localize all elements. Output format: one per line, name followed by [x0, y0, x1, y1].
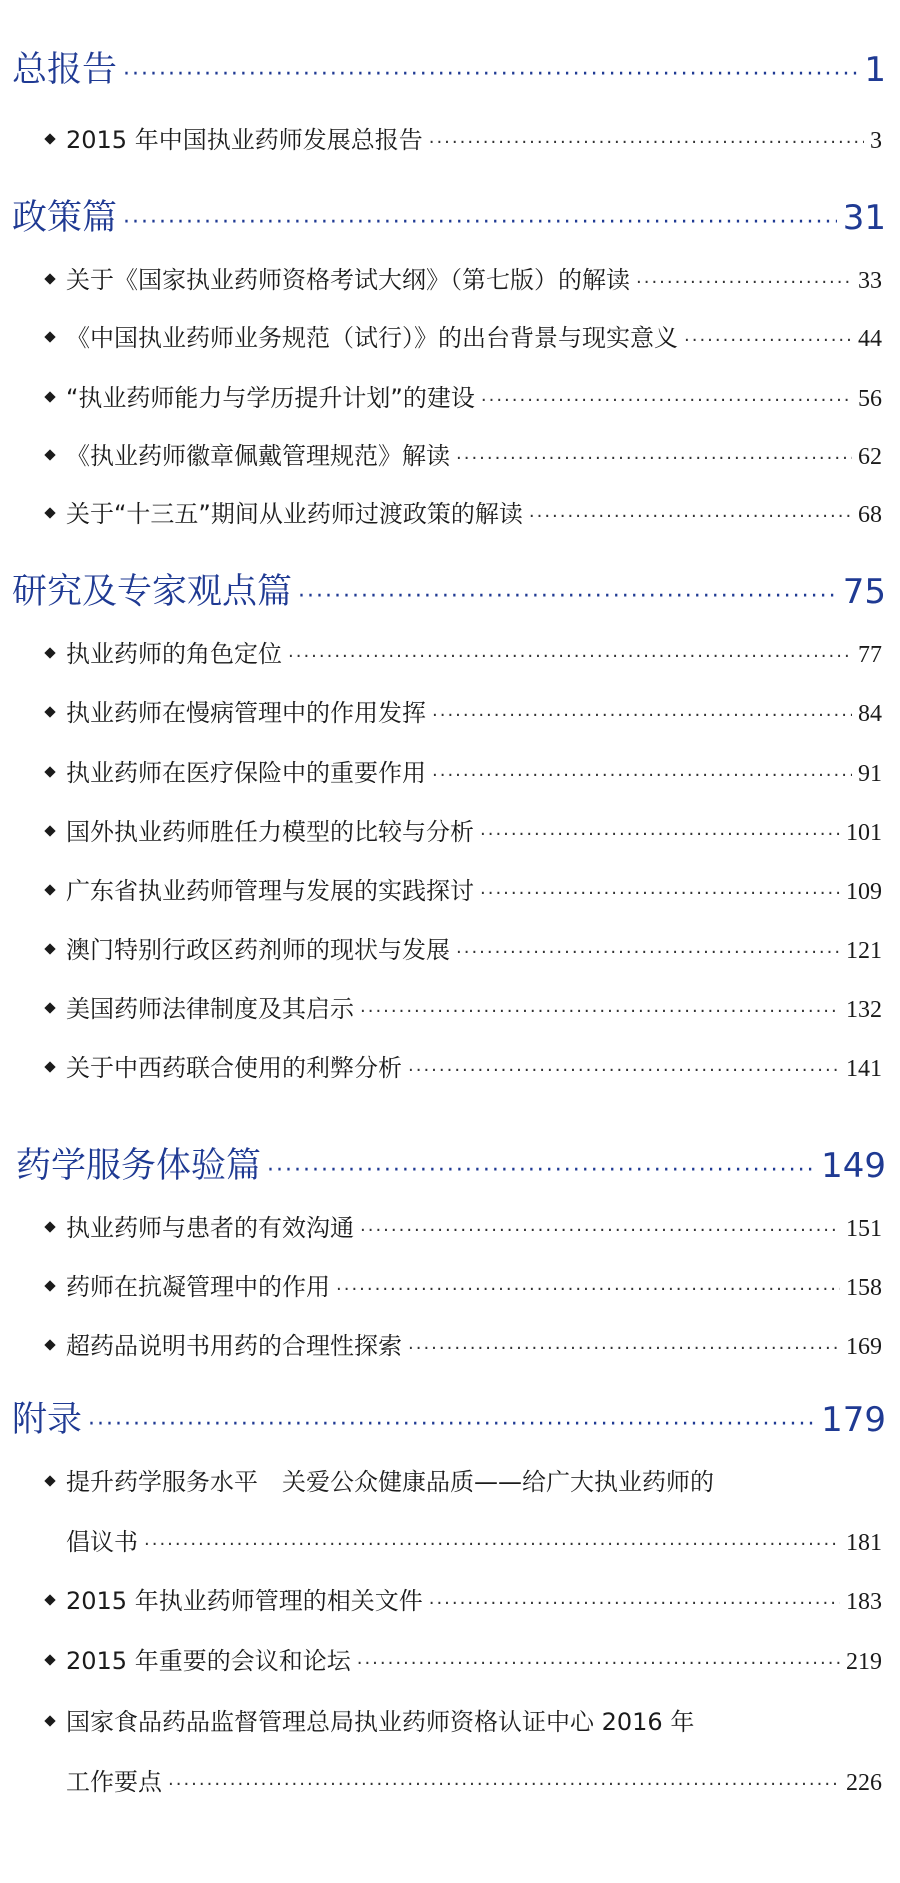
- diamond-bullet-icon: [44, 1715, 55, 1726]
- page-number: 169: [846, 1334, 882, 1360]
- leader-dots: [360, 1001, 840, 1022]
- leader-dots: [429, 1593, 840, 1614]
- toc-entry[interactable]: [46, 930, 882, 965]
- page-number: 141: [846, 1056, 882, 1082]
- diamond-bullet-icon: [44, 133, 55, 144]
- page-number: 33: [858, 268, 882, 294]
- toc-section-appendix[interactable]: [12, 1392, 886, 1442]
- leader-dots: [123, 210, 837, 235]
- leader-dots: [168, 1774, 840, 1795]
- diamond-bullet-icon: [44, 1280, 55, 1291]
- page-number: 181: [846, 1530, 882, 1556]
- leader-dots: [408, 1060, 840, 1081]
- page-number: 77: [858, 642, 882, 668]
- diamond-bullet-icon: [44, 1339, 55, 1350]
- toc-section-general-report[interactable]: [12, 42, 886, 92]
- leader-dots: [88, 1412, 815, 1437]
- entry-title: 2015 年中国执业药师发展总报告: [46, 120, 423, 155]
- page-number: 121: [846, 938, 882, 964]
- toc-entry-continuation[interactable]: [66, 1522, 882, 1557]
- entry-title: 药师在抗凝管理中的作用: [46, 1267, 330, 1302]
- toc-entry[interactable]: [46, 989, 882, 1024]
- toc-entry[interactable]: [46, 260, 882, 295]
- page-number: 44: [858, 326, 882, 352]
- toc-entry[interactable]: [46, 378, 882, 413]
- leader-dots: [123, 62, 858, 87]
- leader-dots: [529, 506, 852, 527]
- toc-entry[interactable]: [46, 1326, 882, 1361]
- diamond-bullet-icon: [44, 943, 55, 954]
- entry-title: 国家食品药品监督管理总局执业药师资格认证中心 2016 年: [66, 1708, 695, 1736]
- leader-dots: [480, 883, 840, 904]
- page-number: 91: [858, 761, 882, 787]
- leader-dots: [481, 390, 852, 411]
- entry-title: 美国药师法律制度及其启示: [46, 989, 354, 1024]
- page-number: 183: [846, 1589, 882, 1615]
- diamond-bullet-icon: [44, 449, 55, 460]
- leader-dots: [684, 330, 852, 351]
- diamond-bullet-icon: [44, 391, 55, 402]
- leader-dots: [288, 646, 852, 667]
- section-title: 附录: [12, 1400, 83, 1440]
- toc-entry[interactable]: [46, 1267, 882, 1302]
- diamond-bullet-icon: [44, 647, 55, 658]
- toc-entry[interactable]: [46, 693, 882, 728]
- entry-title: 关于《国家执业药师资格考试大纲》（第七版）的解读: [46, 260, 630, 295]
- toc-entry[interactable]: [46, 120, 882, 155]
- entry-title: 澳门特别行政区药剂师的现状与发展: [46, 930, 450, 965]
- diamond-bullet-icon: [44, 1221, 55, 1232]
- diamond-bullet-icon: [44, 1061, 55, 1072]
- page-number: 101: [846, 820, 882, 846]
- page-number: 149: [821, 1146, 886, 1186]
- toc-entry[interactable]: [46, 1048, 882, 1083]
- page-number: 219: [846, 1649, 882, 1675]
- page-number: 1: [864, 50, 886, 90]
- toc-entry[interactable]: [46, 1581, 882, 1616]
- leader-dots: [357, 1653, 840, 1674]
- leader-dots: [432, 705, 852, 726]
- toc-entry[interactable]: [46, 318, 882, 353]
- page-number: 226: [846, 1770, 882, 1796]
- leader-dots: [298, 584, 837, 609]
- page-number: 56: [858, 386, 882, 412]
- page-number: 75: [842, 572, 886, 612]
- entry-title: 关于中西药联合使用的利弊分析: [46, 1048, 402, 1083]
- entry-title: 执业药师的角色定位: [46, 634, 282, 669]
- toc-section-pharmacy-service[interactable]: [16, 1138, 886, 1188]
- entry-title: 2015 年重要的会议和论坛: [46, 1641, 351, 1676]
- diamond-bullet-icon: [44, 331, 55, 342]
- leader-dots: [432, 765, 852, 786]
- toc-entry-continuation[interactable]: [66, 1762, 882, 1797]
- toc-entry[interactable]: [46, 812, 882, 847]
- entry-title: “执业药师能力与学历提升计划”的建设: [46, 378, 475, 413]
- entry-title: 《中国执业药师业务规范（试行）》的出台背景与现实意义: [46, 318, 678, 353]
- entry-title: 工作要点: [66, 1768, 162, 1796]
- page-number: 84: [858, 701, 882, 727]
- section-title: 研究及专家观点篇: [12, 572, 293, 612]
- toc-entry[interactable]: [46, 753, 882, 788]
- toc-section-policy[interactable]: [12, 190, 886, 240]
- entry-title: 执业药师在医疗保险中的重要作用: [46, 753, 426, 788]
- leader-dots: [456, 942, 840, 963]
- diamond-bullet-icon: [44, 1594, 55, 1605]
- page-number: 158: [846, 1275, 882, 1301]
- entry-title: 提升药学服务水平 关爱公众健康品质——给广大执业药师的: [66, 1468, 714, 1496]
- leader-dots: [144, 1534, 840, 1555]
- leader-dots: [429, 132, 864, 153]
- diamond-bullet-icon: [44, 1654, 55, 1665]
- diamond-bullet-icon: [44, 1002, 55, 1013]
- page-number: 179: [821, 1400, 886, 1440]
- entry-title: 《执业药师徽章佩戴管理规范》解读: [46, 436, 450, 471]
- entry-title: 国外执业药师胜任力模型的比较与分析: [46, 812, 474, 847]
- toc-entry[interactable]: [46, 1641, 882, 1676]
- toc-entry[interactable]: [46, 436, 882, 471]
- toc-entry[interactable]: [46, 634, 882, 669]
- leader-dots: [360, 1220, 840, 1241]
- entry-title: 2015 年执业药师管理的相关文件: [46, 1581, 423, 1616]
- entry-title: 倡议书: [66, 1528, 138, 1556]
- section-title: 药学服务体验篇: [16, 1146, 262, 1186]
- entry-title: 超药品说明书用药的合理性探索: [46, 1326, 402, 1361]
- entry-title: 执业药师在慢病管理中的作用发挥: [46, 693, 426, 728]
- diamond-bullet-icon: [44, 766, 55, 777]
- diamond-bullet-icon: [44, 1475, 55, 1486]
- diamond-bullet-icon: [44, 507, 55, 518]
- toc-entry[interactable]: [46, 1208, 882, 1243]
- toc-entry-first-line[interactable]: [46, 1702, 694, 1737]
- page-number: 62: [858, 444, 882, 470]
- leader-dots: [456, 448, 852, 469]
- page-number: 3: [870, 128, 882, 154]
- leader-dots: [267, 1158, 815, 1183]
- entry-title: 广东省执业药师管理与发展的实践探讨: [46, 871, 474, 906]
- toc-entry[interactable]: [46, 871, 882, 906]
- diamond-bullet-icon: [44, 825, 55, 836]
- entry-title: 执业药师与患者的有效沟通: [46, 1208, 354, 1243]
- page-number: 132: [846, 997, 882, 1023]
- leader-dots: [336, 1279, 840, 1300]
- leader-dots: [408, 1338, 840, 1359]
- page-number: 31: [842, 198, 886, 238]
- toc-entry-first-line[interactable]: [46, 1462, 714, 1497]
- leader-dots: [636, 272, 852, 293]
- page-number: 109: [846, 879, 882, 905]
- toc-section-research[interactable]: [12, 564, 886, 614]
- page-number: 151: [846, 1216, 882, 1242]
- toc-entry[interactable]: [46, 494, 882, 529]
- section-title: 政策篇: [12, 198, 118, 238]
- leader-dots: [480, 824, 840, 845]
- entry-title: 关于“十三五”期间从业药师过渡政策的解读: [46, 494, 523, 529]
- section-title: 总报告: [12, 50, 118, 90]
- diamond-bullet-icon: [44, 273, 55, 284]
- page-number: 68: [858, 502, 882, 528]
- diamond-bullet-icon: [44, 706, 55, 717]
- diamond-bullet-icon: [44, 884, 55, 895]
